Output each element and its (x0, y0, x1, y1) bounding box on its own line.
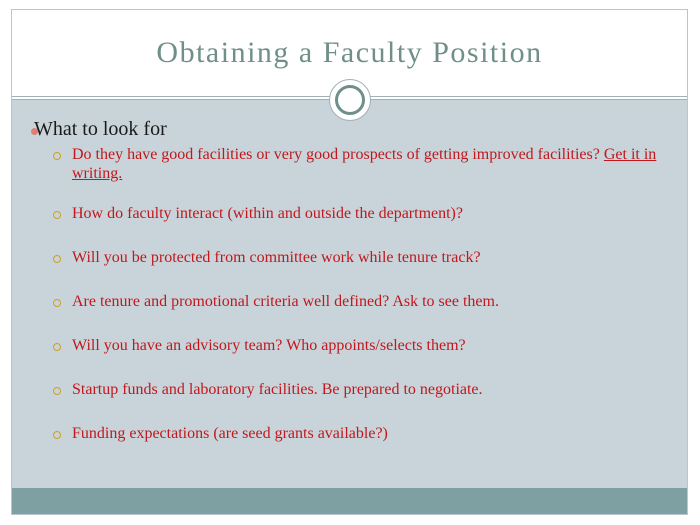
slide-title: Obtaining a Faculty Position (156, 36, 543, 69)
hollow-bullet-icon (53, 387, 61, 395)
list-item: Will you be protected from committee work while tenure track? (72, 249, 481, 266)
hollow-bullet-icon (53, 211, 61, 219)
hollow-bullet-icon (53, 431, 61, 439)
list-item-text: Do they have good facilities or very good prospects of getting improved facilities? (72, 146, 604, 163)
list-item: Startup funds and laboratory facilities. Be prepared to negotiate. (72, 381, 483, 398)
list-item: Funding expectations (are seed grants available?) (72, 425, 388, 442)
list-item: Are tenure and promotional criteria well defined? Ask to see them. (72, 293, 499, 310)
list-item: How do faculty interact (within and outside the department)? (72, 205, 463, 222)
get-it-in-writing-link[interactable]: Get it in writing. (72, 146, 657, 182)
hollow-bullet-icon (53, 343, 61, 351)
hollow-bullet-icon (53, 299, 61, 307)
list-item: Will you have an advisory team? Who appoints/selects them? (72, 337, 466, 354)
footer-band (12, 488, 687, 514)
content-area (12, 100, 687, 488)
heading-bullet: What to look for (34, 118, 167, 140)
circle-ornament-icon (329, 79, 371, 121)
hollow-bullet-icon (53, 152, 61, 160)
circle-ornament-inner (335, 85, 365, 115)
hollow-bullet-icon (53, 255, 61, 263)
list-item (72, 145, 672, 183)
